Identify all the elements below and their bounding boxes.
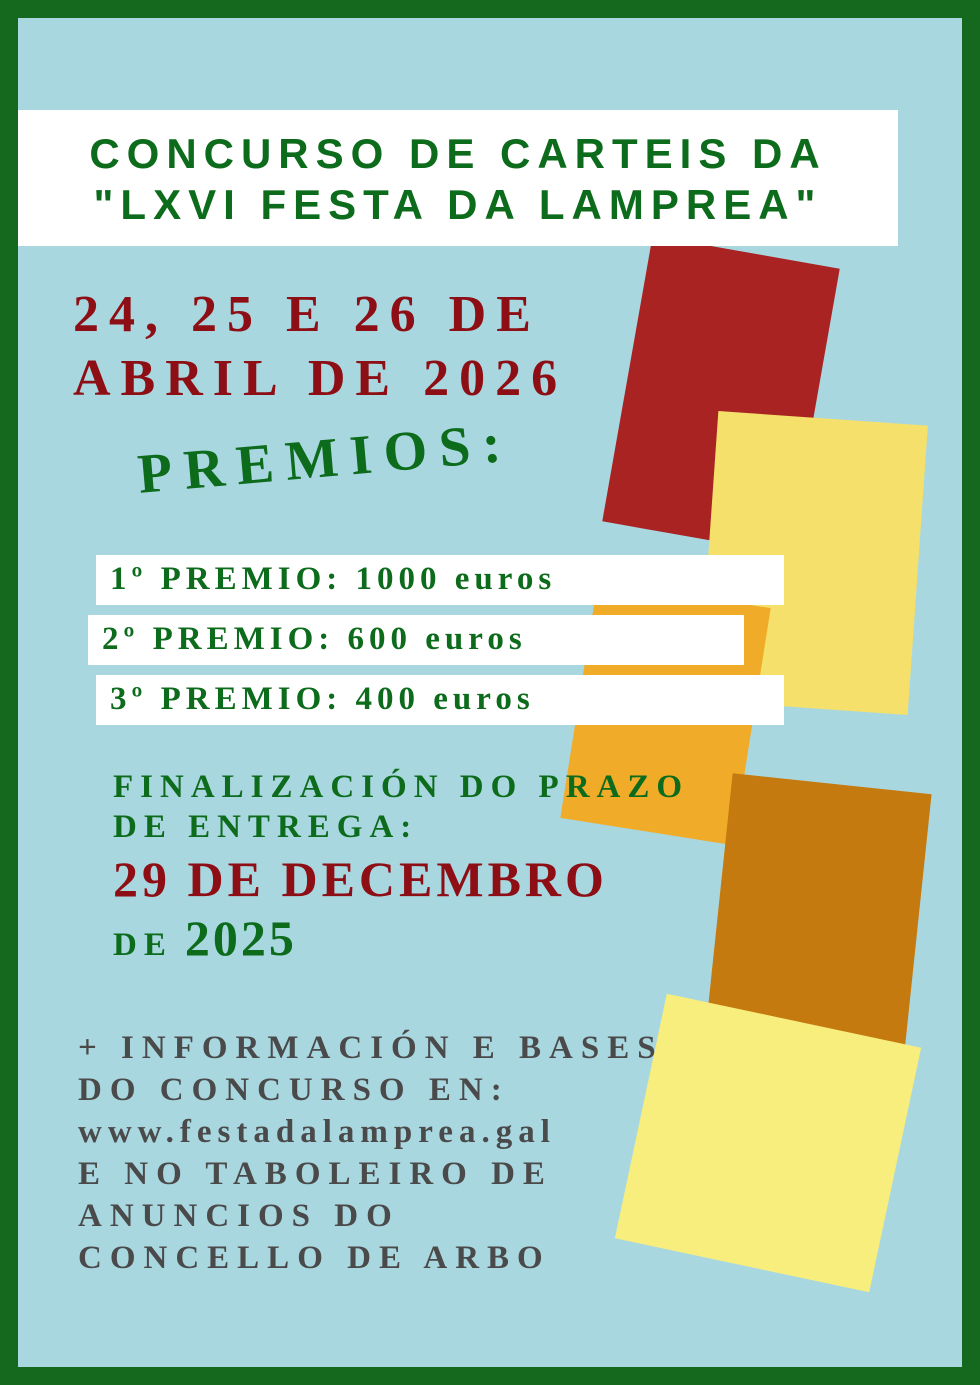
event-dates-line-1: 24, 25 E 26 DE [73,286,541,343]
deadline-label-line-1: FINALIZACIÓN DO PRAZO [113,769,690,805]
prizes-heading: PREMIOS: [135,411,516,506]
info-website-url[interactable]: www.festadalamprea.gal [78,1113,556,1150]
info-line-5: ANUNCIOS DO [78,1197,400,1234]
info-line-1: + INFORMACIÓN E BASES [78,1030,664,1066]
deadline-label-line-2: DE ENTREGA: [113,808,419,845]
prize-item-second: 2º PREMIO: 600 euros [88,615,744,665]
info-block [78,1028,958,1279]
event-dates [73,283,567,412]
poster-content [18,18,962,1367]
info-line-2: DO CONCURSO EN: [78,1071,510,1108]
info-line-6: CONCELLO DE ARBO [78,1239,551,1276]
poster-title-line-1: CONCURSO DE CARTEIS DA [89,130,827,177]
event-dates-line-2: ABRIL DE 2026 [73,350,568,408]
poster-inner-panel [18,18,962,1367]
title-band [18,110,898,246]
deadline-year-row [113,909,753,967]
deadline-date: 29 DE DECEMBRO [113,851,608,908]
prize-item-first: 1º PREMIO: 1000 euros [96,555,784,605]
poster-title-line-2: "LXVI FESTA DA LAMPREA" [93,181,823,229]
deadline-block [113,768,753,967]
prize-item-third: 3º PREMIO: 400 euros [96,675,784,725]
deadline-year-value: 2025 [184,910,297,967]
info-line-4: E NO TABOLEIRO DE [78,1155,553,1192]
deadline-year-prefix: DE [113,927,173,964]
